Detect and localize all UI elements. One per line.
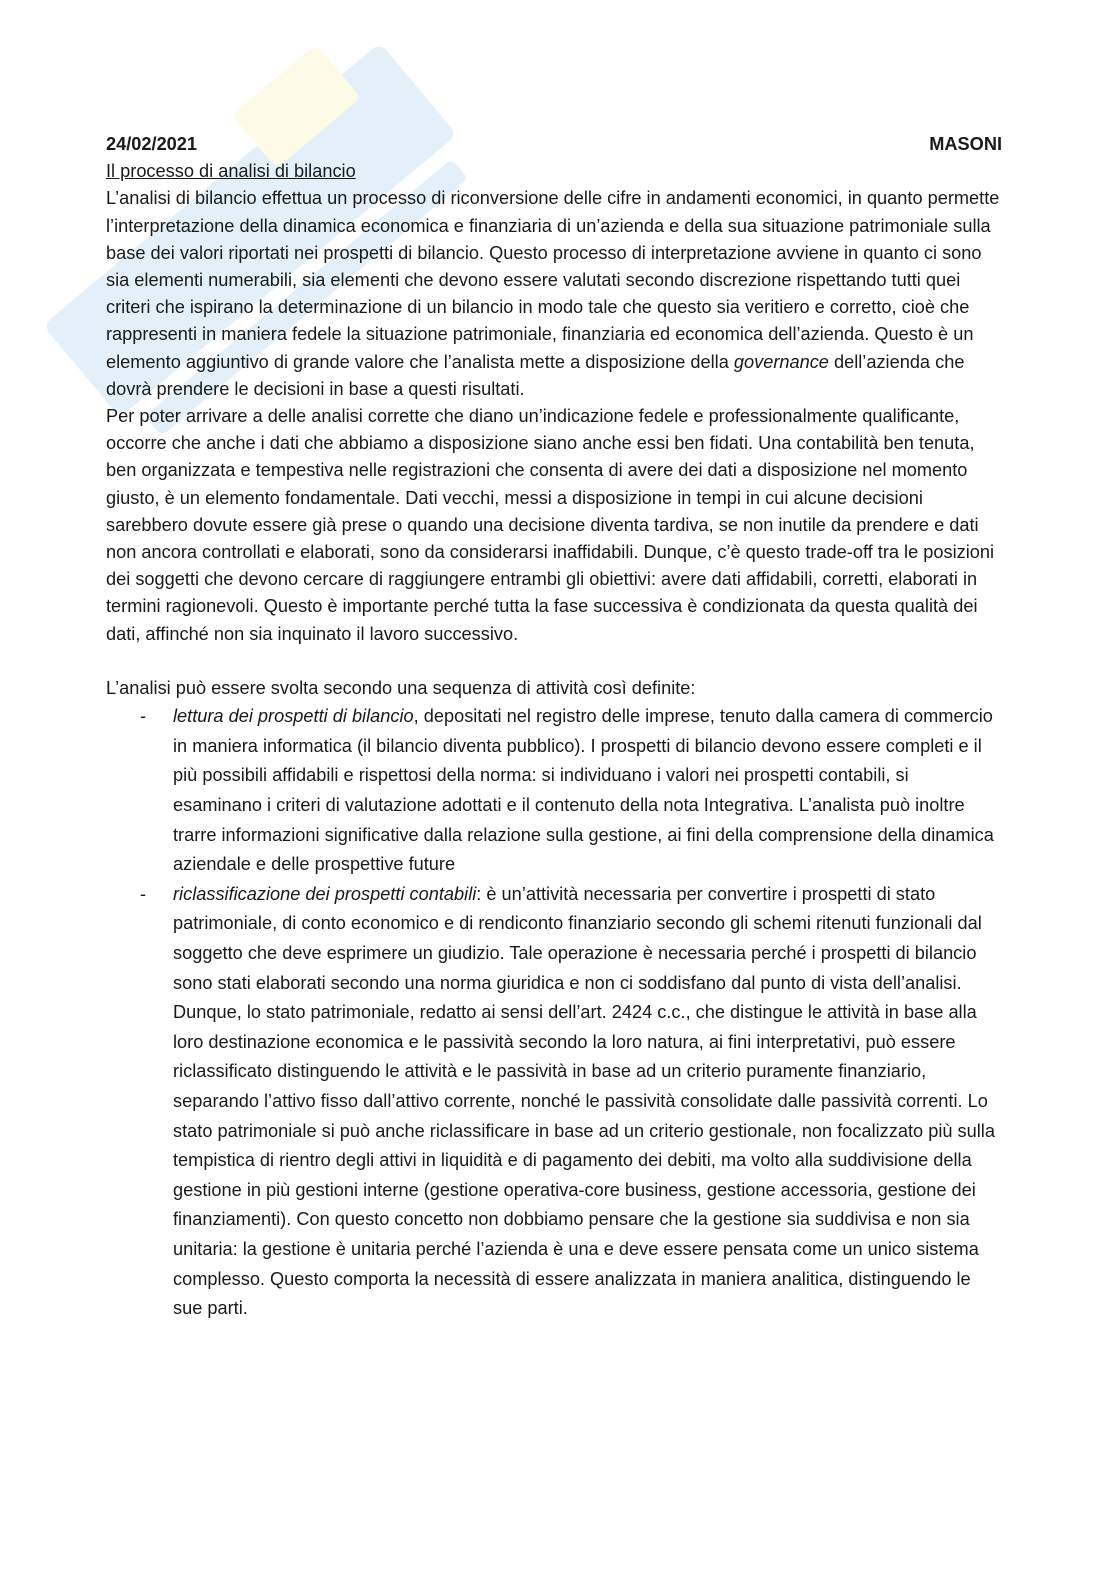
author: MASONI <box>929 134 1002 154</box>
list-item <box>106 702 1002 880</box>
document-page <box>106 131 1002 1324</box>
bullet-dash: - <box>140 883 147 904</box>
paragraph-2: Per poter arrivare a delle analisi corrette che diano un’indicazione fedele e professionalmente qualificante, occorre che anche i dati che abbiamo a disposizione siano anche essi ben fidati. Una contabilità ben tenuta, ben organizzata e tempestiva nelle registrazioni che consenta di avere dei dati a disposizione nel momento giusto, è un elemento fondamentale. Dati vecchi, messi a disposizione in tempi in cui alcune decisioni sarebbero dovute essere già prese o quando una decisione diventa tardiva, se non inutile da prendere e dati non ancora controllati e elaborati, sono da considerarsi inaffidabili. Dunque, c’è questo trade-off tra le posizioni dei soggetti che devono cercare di raggiungere entrambi gli obiettivi: avere dati affidabili, corretti, elaborati in termini ragionevoli. Questo è importante perché tutta la fase successiva è condizionata da questa qualità dei dati, affinché non sia inquinato il lavoro successivo. <box>106 406 995 644</box>
header-row <box>106 131 1002 158</box>
governance-term: governance <box>733 351 829 372</box>
list-item-text: : è un’attività necessaria per convertire i prospetti di stato patrimoniale, di conto economico e di rendiconto finanziario secondo gli schemi ritenuti funzionali dal soggetto che deve esprimere un giudizio. Tale operazione è necessaria perché i prospetti di bilancio sono stati elaborati secondo una norma giuridica e non ci soddisfano dal punto di vista dell’analisi. Dunque, lo stato patrimoniale, redatto ai sensi dell’art. 2424 c.c., che distingue le attività in base alla loro destinazione economica e le passività secondo la loro natura, ai fini interpretativi, può essere riclassificato distinguendo le attività e le passività in base ad un criterio puramente finanziario, separando l’attivo fisso dall’attivo corrente, nonché le passività consolidate dalle passività correnti. Lo stato patrimoniale si può anche riclassificare in base ad un criterio gestionale, non focalizzato più sulla tempistica di rientro degli attivi in liquidità e di pagamento dei debiti, ma volto alla suddivisione della gestione in più gestioni interne (gestione operativa-core business, gestione accessoria, gestione dei finanziamenti). Con questo concetto non dobbiamo pensare che la gestione sia suddivisa e non sia unitaria: la gestione è unitaria perché l’azienda è una e deve essere pensata come un unico sistema complesso. Questo comporta la necessità di essere analizzata in maniera analitica, distinguendo le sue parti. <box>173 883 995 1319</box>
activity-list <box>106 702 1002 1323</box>
bullet-dash: - <box>140 706 147 727</box>
list-item <box>106 880 1002 1324</box>
date: 24/02/2021 <box>106 134 198 154</box>
paragraph-1 <box>106 185 1002 403</box>
blank-line <box>106 648 1002 675</box>
list-item-title: lettura dei prospetti di bilancio <box>173 706 414 727</box>
list-intro: L’analisi può essere svolta secondo una sequenza di attività così definite: <box>106 678 696 699</box>
list-item-title: riclassificazione dei prospetti contabili <box>173 883 477 904</box>
paragraph-1-text: L’analisi di bilancio effettua un processo di riconversione delle cifre in andamenti economici, in quanto permette l’interpretazione della dinamica economica e finanziaria di un’azienda e della sua situazione patrimoniale sulla base dei valori riportati nei prospetti di bilancio. Questo processo di interpretazione avviene in quanto ci sono sia elementi numerabili, sia elementi che devono essere valutati secondo discrezione rispettando tutti quei criteri che ispirano la determinazione di un bilancio in modo tale che questo sia veritiero e corretto, cioè che rappresenti in maniera fedele la situazione patrimoniale, finanziaria ed economica dell’azienda. Questo è un elemento aggiuntivo di grande valore che l’analista mette a disposizione della <box>106 188 1000 372</box>
section-title: Il processo di analisi di bilancio <box>106 161 356 182</box>
list-item-text: , depositati nel registro delle imprese, tenuto dalla camera di commercio in maniera informatica (il bilancio diventa pubblico). I prospetti di bilancio devono essere completi e il più possibili affidabili e rispettosi della norma: si individuano i valori nei prospetti contabili, si esaminano i criteri di valutazione adottati e il contenuto della nota Integrativa. L’analista può inoltre trarre informazioni significative dalla relazione sulla gestione, ai fini della comprensione della dinamica aziendale e delle prospettive future <box>173 706 994 875</box>
paragraph-1-tail: dell’azienda che dovrà prendere le decisioni in base a questi risultati. <box>106 351 965 399</box>
